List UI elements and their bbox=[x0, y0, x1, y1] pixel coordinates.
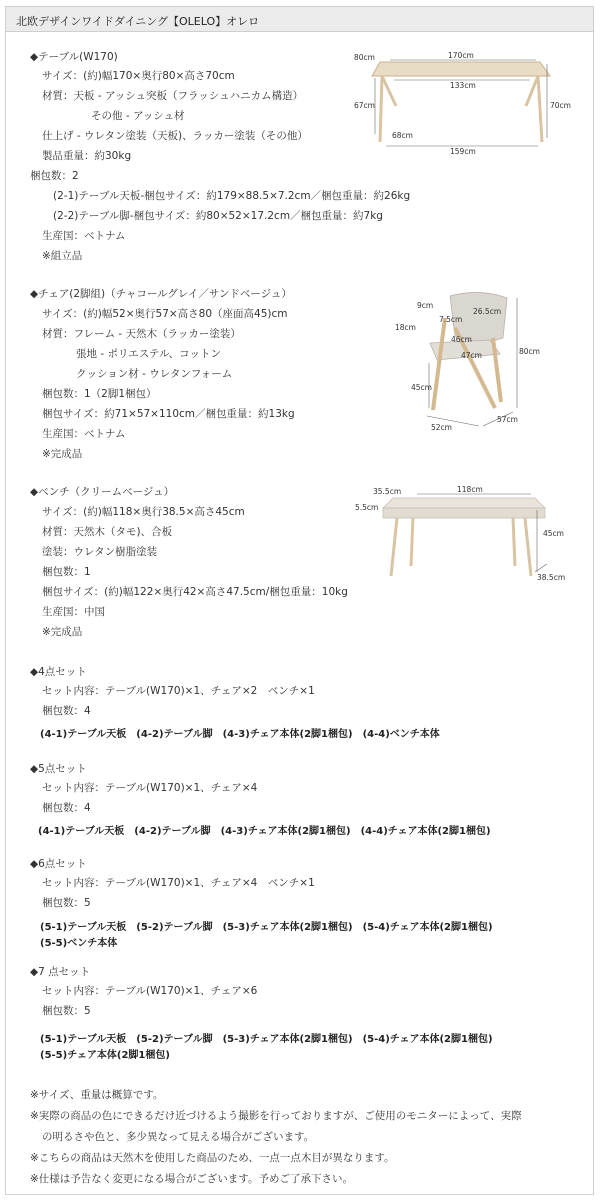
table-package-2: (2-2)テーブル脚-梱包サイズ：約80×52×17.2cm／梱包重量：約7kg bbox=[53, 210, 383, 222]
table-top bbox=[372, 62, 550, 76]
set7-parts-cont: (5-5)チェア本体(2脚1梱包) bbox=[40, 1050, 170, 1061]
dim-label: 57cm bbox=[497, 415, 518, 424]
note-line: ※サイズ、重量は概算です。 bbox=[30, 1089, 164, 1101]
dim-label: 67cm bbox=[354, 101, 375, 110]
chair-cushion: クッション材 - ウレタンフォーム bbox=[76, 368, 233, 380]
table-heading: ◆テーブル(W170) bbox=[30, 51, 118, 63]
bench-note: ※完成品 bbox=[42, 626, 83, 638]
chair-note: ※完成品 bbox=[42, 448, 83, 460]
bench-size: サイズ：(約)幅118×奥行38.5×高さ45cm bbox=[42, 506, 245, 518]
bench-heading: ◆ベンチ（クリームベージュ） bbox=[30, 486, 175, 498]
dim-label: 18cm bbox=[395, 323, 416, 332]
bench-leg bbox=[513, 518, 515, 566]
page-title: 北欧デザインワイドダイニング【OLELO】オレロ bbox=[16, 15, 260, 28]
table-origin: 生産国：ベトナム bbox=[42, 230, 126, 242]
set6-heading: ◆6点セット bbox=[30, 858, 87, 870]
set6-packages: 梱包数：5 bbox=[42, 897, 91, 909]
bench-package-size: 梱包サイズ：(約)幅122×奥行42×高さ47.5cm/梱包重量：10kg bbox=[42, 586, 348, 598]
set4-content: セット内容：テーブル(W170)×1、チェア×2 ベンチ×1 bbox=[42, 685, 315, 697]
set7-parts: (5-1)テーブル天板 (5-2)テーブル脚 (5-3)チェア本体(2脚1梱包) (5-4)チェア本体(2脚1梱包) bbox=[40, 1034, 493, 1045]
dim-label: 118cm bbox=[457, 485, 483, 494]
table-leg-left bbox=[380, 76, 382, 142]
table-leg-right bbox=[538, 76, 542, 142]
table-finish: 仕上げ - ウレタン塗装（天板)、ラッカー塗装（その他） bbox=[42, 130, 308, 142]
set6-parts: (5-1)テーブル天板 (5-2)テーブル脚 (5-3)チェア本体(2脚1梱包) (5-4)チェア本体(2脚1梱包) bbox=[40, 922, 493, 933]
bench-leg bbox=[411, 518, 413, 566]
chair-packages: 梱包数：1（2脚1梱包） bbox=[42, 388, 157, 400]
chair-material: 材質：フレーム - 天然木（ラッカー塗装） bbox=[42, 328, 241, 340]
dim-label: 80cm bbox=[519, 347, 540, 356]
set5-heading: ◆5点セット bbox=[30, 763, 87, 775]
bench-origin: 生産国：中国 bbox=[42, 606, 105, 618]
dim-label: 35.5cm bbox=[373, 487, 402, 496]
bench-material: 材質：天然木（タモ)、合板 bbox=[42, 526, 173, 538]
table-brace-right bbox=[526, 76, 538, 106]
chair-package-size: 梱包サイズ：約71×57×110cm／梱包重量：約13kg bbox=[42, 408, 295, 420]
bench-seat-top bbox=[383, 498, 545, 508]
dim-label: 47cm bbox=[461, 351, 482, 360]
set6-content: セット内容：テーブル(W170)×1、チェア×4 ベンチ×1 bbox=[42, 877, 315, 889]
table-brace-left bbox=[382, 76, 396, 106]
table-size: サイズ：(約)幅170×奥行80×高さ70cm bbox=[42, 70, 235, 82]
dim-label: 46cm bbox=[451, 335, 472, 344]
chair-heading: ◆チェア(2脚組)（チャコールグレイ／サンドベージュ） bbox=[30, 288, 292, 300]
table-material: 材質：天板 - アッシュ突板（フラッシュハニカム構造） bbox=[42, 90, 304, 102]
bench-leg bbox=[391, 518, 397, 576]
chair-fabric: 張地 - ポリエステル、コットン bbox=[76, 348, 221, 360]
dim-label: 133cm bbox=[450, 81, 476, 90]
dim-label: 38.5cm bbox=[537, 573, 566, 582]
chair-diagram bbox=[395, 288, 545, 438]
dim-label: 45cm bbox=[543, 529, 564, 538]
dim-label: 80cm bbox=[354, 53, 375, 62]
table-note: ※組立品 bbox=[42, 250, 83, 262]
set4-heading: ◆4点セット bbox=[30, 666, 87, 678]
table-package-1: (2-1)テーブル天板-梱包サイズ：約179×88.5×7.2cm／梱包重量：約26kg bbox=[53, 190, 411, 202]
page-header bbox=[5, 6, 594, 32]
set5-packages: 梱包数：4 bbox=[42, 802, 91, 814]
dim-label: 45cm bbox=[411, 383, 432, 392]
chair-leg-right bbox=[493, 338, 501, 402]
dim-label: 5.5cm bbox=[355, 503, 379, 512]
bench-diagram bbox=[355, 484, 580, 584]
set7-content: セット内容：テーブル(W170)×1、チェア×6 bbox=[42, 985, 258, 997]
table-weight: 製品重量：約30kg bbox=[42, 150, 132, 162]
table-packages: 梱包数：2 bbox=[30, 170, 79, 182]
dim-label: 170cm bbox=[448, 51, 474, 60]
dim-label: 9cm bbox=[417, 301, 434, 310]
dim-label: 159cm bbox=[450, 147, 476, 156]
chair-leg-front bbox=[433, 318, 445, 410]
dim-label: 70cm bbox=[550, 101, 571, 110]
dim-label: 7.5cm bbox=[439, 315, 463, 324]
note-line: ※実際の商品の色にできるだけ近づけるよう撮影を行っておりますが、ご使用のモニターによって、実際 bbox=[30, 1110, 522, 1122]
table-material-other: その他 - アッシュ材 bbox=[91, 110, 185, 122]
set4-parts: (4-1)テーブル天板 (4-2)テーブル脚 (4-3)チェア本体(2脚1梱包) (4-4)ベンチ本体 bbox=[40, 729, 440, 740]
bench-finish: 塗装：ウレタン樹脂塗装 bbox=[42, 546, 158, 558]
dim-label: 52cm bbox=[431, 423, 452, 432]
chair-origin: 生産国：ベトナム bbox=[42, 428, 126, 440]
chair-size: サイズ：(約)幅52×奥行57×高さ80（座面高45)cm bbox=[42, 308, 288, 320]
set6-parts-cont: (5-5)ベンチ本体 bbox=[40, 938, 118, 949]
bench-seat-side bbox=[383, 508, 545, 518]
bench-leg bbox=[525, 518, 531, 576]
set7-packages: 梱包数：5 bbox=[42, 1005, 91, 1017]
note-line: ※仕様は予告なく変更になる場合がございます。予めご了承下さい。 bbox=[30, 1173, 353, 1185]
dim-label: 68cm bbox=[392, 131, 413, 140]
set7-heading: ◆7 点セット bbox=[30, 966, 91, 978]
table-diagram bbox=[350, 46, 580, 158]
set5-parts: (4-1)テーブル天板 (4-2)テーブル脚 (4-3)チェア本体(2脚1梱包) (4-4)チェア本体(2脚1梱包) bbox=[38, 826, 491, 837]
set5-content: セット内容：テーブル(W170)×1、チェア×4 bbox=[42, 782, 258, 794]
set4-packages: 梱包数：4 bbox=[42, 705, 91, 717]
note-line: ※こちらの商品は天然木を使用した商品のため、一点一点木目が異なります。 bbox=[30, 1152, 395, 1164]
note-line: の明るさや色と、多少異なって見える場合がございます。 bbox=[42, 1131, 315, 1143]
bench-packages: 梱包数：1 bbox=[42, 566, 91, 578]
dim-label: 26.5cm bbox=[473, 307, 502, 316]
